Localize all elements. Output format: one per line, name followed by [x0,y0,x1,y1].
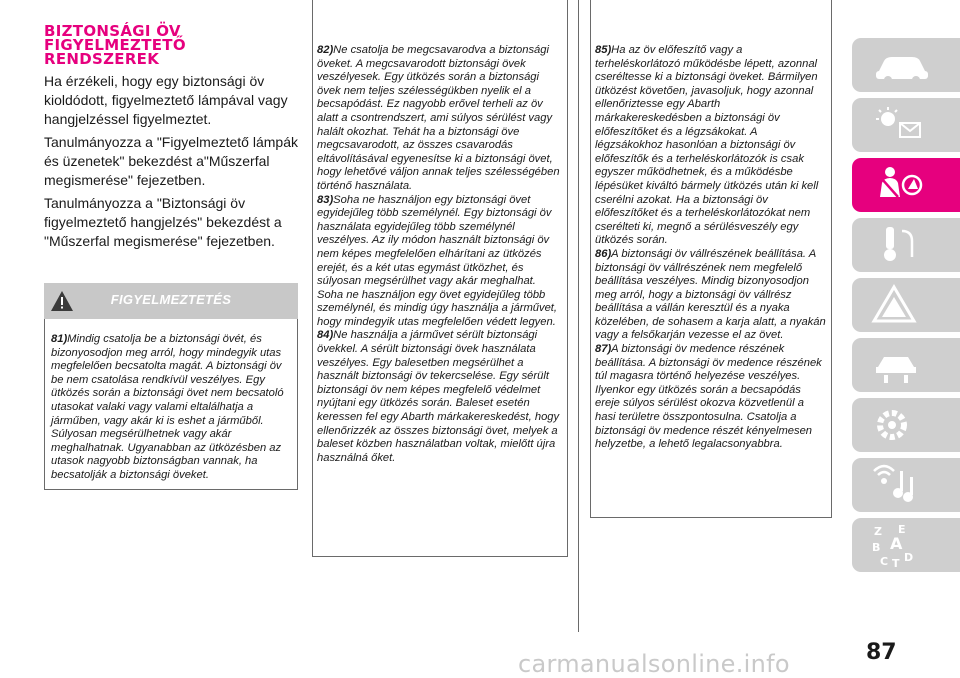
tab-car-overview[interactable] [852,38,960,92]
note-number: 86) [595,247,612,260]
maintenance-car-lift-icon [870,343,934,387]
section-title-line: BIZTONSÁGI ÖV [44,22,181,40]
body-paragraph: Tanulmányozza a "Biztonsági öv figyelmeztető hangjelzés" bekezdést a "Műszerfal megismerése" fejezetben. [44,195,282,249]
note-number: 84) [317,329,334,342]
body-paragraph: Tanulmányozza a "Figyelmeztető lámpák és üzenetek" bekezdést a"Műszerfal megismerése" fejezetben. [44,134,298,188]
seatbelt-airbag-icon [870,163,934,207]
note-number: 85) [595,44,612,56]
multimedia-icon [870,463,934,507]
emergency-triangle-icon [870,283,934,327]
tab-safety[interactable] [852,158,960,212]
warning-continuation-box [590,0,832,518]
warning-note [317,329,563,465]
index-letter: Z [874,525,882,538]
index-letter: E [898,523,906,536]
alphabetical-index-icon [870,523,934,569]
note-text: Ha az öv előfeszítő vagy a terheléskorlátozó működésbe lépett, azonnal cseréltesse ki a biztonsági öveket. Bármilyen ütközést követően, javasoljuk, hogy azonnal ellenőriztesse egy Abarth márkakereskedésben a biztonsági öv előfeszítőket és a légzsákokat. A légzsákokhoz hasonlóan a biztonsági öv előfeszítők és a terheléskorlátozók is csak egyszer működhetnek, és a működésbe lépésüket kiváltó bármely ütközés után ki kell cserélni azokat. Ha a biztonsági öv előfeszítőket és a terheléskorlátozókat nem cserélteti ki, megnő a sérülésveszély egy ütközés során. [595,44,819,247]
index-letter: B [872,541,881,554]
key-ignition-icon [870,223,934,267]
note-text: A biztonsági öv vállrészének beállítása. A biztonsági öv vállrészének nem megfelelő beállítása veszélyes. Mindig bizonyosodjon meg arról, hogy a biztonsági öv vállrész beállítása a vállán keresztül és a nyaka közelében, de sohasem a karja alatt, a nyakán vagy a felsőkarján vezesse el az övet. [595,247,826,342]
index-letter: C [880,555,889,568]
page-number: 87 [866,640,897,665]
warning-note [595,248,827,343]
tab-technical-data[interactable] [852,398,960,452]
middle-column [312,0,568,557]
note-number: 82) [317,44,334,56]
left-column [44,0,298,490]
note-text: Soha ne használjon egy biztonsági övet egyidejűleg több személynél. Egy biztonsági öv használata egyidejűleg több személynél veszélyes. Az ily módon használt biztonsági öv nem képes megfelelően elhárítani az ütközés erejét, és a két utas egymást ütközhet, és súlyosan megsérülhet vagy akár meghalhat. Soha ne használjon egy övet egyidejűleg több személynél, és mindig úgy használja a járművet, hogy mindegyik utas megfelelően védett legyen. [317,193,558,328]
tab-multimedia[interactable] [852,458,960,512]
column-divider [578,0,579,632]
index-letter: A [890,534,903,553]
warning-note [317,194,563,330]
warning-continuation-box [312,0,568,557]
note-number: 87) [595,343,612,356]
tab-dashboard[interactable] [852,98,960,152]
tab-maintenance[interactable] [852,338,960,392]
tab-emergency[interactable] [852,278,960,332]
section-title-line: FIGYELMEZTETŐ [44,36,186,54]
note-text: Mindig csatolja be a biztonsági övét, és bizonyosodjon meg arról, hogy mindegyik utas megfelelően becsatolta magát. A biztonsági öv be nem csatolása rendkívül veszélyes. Egy ütközés során a biztonsági övet nem becsatoló utasokat valaki vagy valami eltalálhatja a járműben, vagy akár ki is eshet a járműből. Súlyosan megsérülhetnek vagy akár meghalhatnak. Ugyanabban az ütközésben az utasok nagyobb biztonságban vannak, ha becsatolják a biztonsági öveket. [51,333,284,481]
technical-data-icon [870,403,934,447]
warning-title: FIGYELMEZTETÉS [110,292,232,307]
note-number: 81) [51,333,68,345]
right-column [590,0,832,518]
warning-box [44,319,298,490]
chapter-sidebar [852,38,960,578]
warning-note [595,343,827,452]
warning-note [51,333,291,483]
index-letter: D [904,551,914,564]
note-number: 83) [317,193,334,206]
section-title [44,24,298,66]
watermark: carmanualsonline.info [518,650,790,678]
section-title-line: RENDSZEREK [44,50,160,68]
tab-starting-driving[interactable] [852,218,960,272]
note-text: Ne csatolja be megcsavarodva a biztonsági öveket. A megcsavarodott biztonsági övek veszélyesek. Egy ütközés során a biztonsági övek nem teljes szélességükben nyelik el a becsapódást. Ez nagyobb erővel terheli az öv alatt a csontrendszert, ami súlyos sérülést vagy halált okozhat. Tehát ha a biztonsági öve megcsavarodott, az összes csavarodás eltávolításával egyenesítse ki a biztonsági övet, hogy lehetővé váljon annak teljes szélességében történő használata. [317,44,560,192]
dashboard-warning-lights-icon [870,103,934,147]
warning-note [595,44,827,248]
note-text: A biztonsági öv medence részének beállítása. A biztonsági öv medence részének túl magasra történő helyezése veszélyes. Ilyenkor egy ütközés során a becsapódás ereje súlyos sérülést okozva közvetlenül a hasi területre összpontosulna. Csatolja a biztonsági öv medence részét kényelmesen helyzetbe, a lehető legalacsonyabbra. [595,343,822,451]
tab-index[interactable] [852,518,960,572]
note-text: Ne használja a járművet sérült biztonsági övekkel. A sérült biztonsági övek használata veszélyes. Egy balesetben megsérülhet a használt biztonsági öv tekercselése. Egy sérült biztonsági öv nem képes megfelelő védelmet nyújtani egy ütközés során. Baleset esetén keressen fel egy Abarth márkakereskedést, hogy ellenőrizzék az összes biztonsági övet, melyek a baleset közben használatban voltak, mielőtt újra használná őket. [317,329,560,464]
index-letter: T [892,557,900,569]
body-paragraph: Ha érzékeli, hogy egy biztonsági öv kioldódott, figyelmeztető lámpával vagy hangjelzéssel figyelmeztet. [44,73,288,127]
car-steering-icon [870,43,934,87]
warning-header [44,283,298,319]
warning-note [317,44,563,194]
